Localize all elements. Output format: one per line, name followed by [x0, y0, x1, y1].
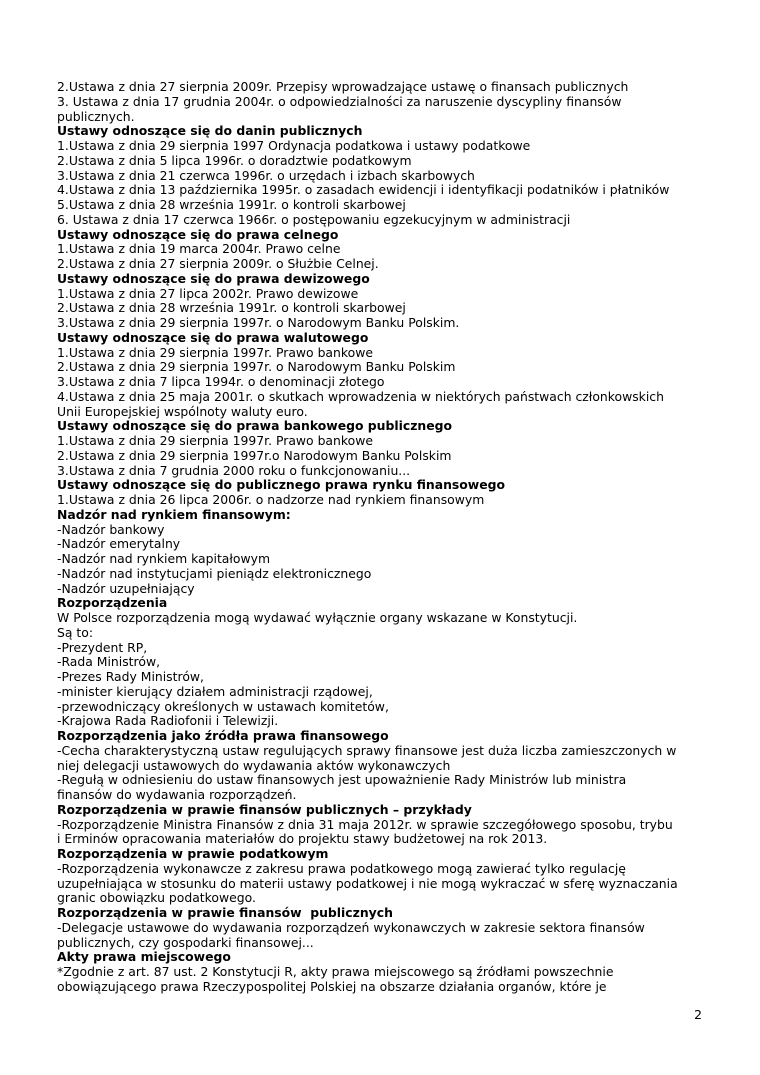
heading-line: Ustawy odnoszące się do prawa dewizowego — [57, 270, 370, 286]
text-line: 4.Ustawa z dnia 25 maja 2001r. o skutkach wprowadzenia w niektórych państwach członkowskich — [57, 388, 664, 404]
text-line: 2.Ustawa z dnia 5 lipca 1996r. o doradztwie podatkowym — [57, 152, 412, 168]
heading-line: Ustawy odnoszące się do prawa celnego — [57, 226, 339, 242]
text-line: 2.Ustawa z dnia 27 sierpnia 2009r. Przepisy wprowadzające ustawę o finansach publicznych — [57, 79, 629, 94]
heading-line: Ustawy odnoszące się do publicznego prawa rynku finansowego — [57, 477, 506, 493]
page-number: 2 — [694, 1007, 702, 1022]
text-line: 3.Ustawa z dnia 29 sierpnia 1997r. o Narodowym Banku Polskim. — [57, 315, 460, 330]
heading-line: Ustawy odnoszące się do prawa walutowego — [57, 329, 369, 345]
text-line: finansów do wydawania rozporządzeń. — [57, 787, 297, 802]
text-line: W Polsce rozporządzenia mogą wydawać wyłącznie organy wskazane w Konstytucji. — [57, 610, 578, 625]
heading-line: Ustawy odnoszące się do prawa bankowego publicznego — [57, 418, 453, 434]
text-line: -Delegacje ustawowe do wydawania rozporządzeń wykonawczych w zakresie sektora finansów — [57, 919, 645, 935]
text-line: -Prezes Rady Ministrów, — [57, 669, 204, 684]
text-line: 2.Ustawa z dnia 29 sierpnia 1997r. o Narodowym Banku Polskim — [57, 359, 456, 375]
text-line: *Zgodnie z art. 87 ust. 2 Konstytucji R, akty prawa miejscowego są źródłami powszechnie — [57, 964, 614, 979]
text-line: -Rozporządzenia wykonawcze z zakresu prawa podatkowego mogą zawierać tylko regulację — [57, 860, 626, 876]
text-line: -Nadzór uzupełniający — [57, 580, 195, 596]
text-line: -Prezydent RP, — [57, 639, 148, 655]
heading-line: Rozporządzenia w prawie podatkowym — [57, 846, 329, 861]
heading-line: Rozporządzenia w prawie finansów publicznych — [57, 905, 393, 920]
text-line: 2.Ustawa z dnia 28 września 1991r. o kontroli skarbowej — [57, 300, 406, 316]
heading-line: Nadzór nad rynkiem finansowym: — [57, 506, 291, 522]
text-line: i Erminów opracowania materiałów do projektu stawy budżetowej na rok 2013. — [57, 831, 548, 847]
heading-line: Rozporządzenia — [57, 595, 168, 611]
text-line: -minister kierujący działem administracji rządowej, — [57, 683, 373, 699]
text-line: -Krajowa Rada Radiofonii i Telewizji. — [57, 713, 279, 729]
heading-line: Rozporządzenia jako źródła prawa finansowego — [57, 728, 389, 743]
text-line: -przewodniczący określonych w ustawach komitetów, — [57, 698, 389, 714]
text-line: -Cecha charakterystyczną ustaw regulujących sprawy finansowe jest duża liczba zamieszczonych w — [57, 742, 677, 758]
text-line: 1.Ustawa z dnia 29 sierpnia 1997 Ordynacja podatkowa i ustawy podatkowe — [57, 138, 531, 153]
text-line: 2.Ustawa z dnia 27 sierpnia 2009r. o Służbie Celnej. — [57, 256, 379, 271]
text-line: 4.Ustawa z dnia 13 października 1995r. o zasadach ewidencji i identyfikacji podatników i płatników — [57, 182, 670, 198]
text-line: 3.Ustawa z dnia 21 czerwca 1996r. o urzędach i izbach skarbowych — [57, 167, 475, 183]
text-line: 5.Ustawa z dnia 28 września 1991r. o kontroli skarbowej — [57, 197, 406, 212]
text-line: 3.Ustawa z dnia 7 lipca 1994r. o denominacji złotego — [57, 374, 385, 389]
text-line: 1.Ustawa z dnia 26 lipca 2006r. o nadzorze nad rynkiem finansowym — [57, 492, 485, 507]
text-line: -Rozporządzenie Ministra Finansów z dnia 31 maja 2012r. w sprawie szczegółowego sposobu, trybu — [57, 816, 673, 832]
text-line: obowiązującego prawa Rzeczypospolitej Polskiej na obszarze działania organów, które je — [57, 978, 607, 994]
text-line: niej delegacji ustawowych do wydawania aktów wykonawczych — [57, 757, 451, 773]
document-text-block — [57, 80, 707, 995]
text-line: 2.Ustawa z dnia 29 sierpnia 1997r.o Narodowym Banku Polskim — [57, 447, 452, 463]
text-line: 3.Ustawa z dnia 7 grudnia 2000 roku o funkcjonowaniu... — [57, 462, 411, 478]
text-line: publicznych. — [57, 108, 135, 124]
heading-line: Rozporządzenia w prawie finansów publicznych – przykłady — [57, 801, 472, 817]
text-line: -Nadzór emerytalny — [57, 536, 181, 552]
text-line: uzupełniająca w stosunku do materii ustawy podatkowej i nie mogą wykraczać w sferę wyznaczania — [57, 875, 678, 891]
text-line: 1.Ustawa z dnia 29 sierpnia 1997r. Prawo bankowe — [57, 344, 373, 360]
text-line: -Nadzór nad rynkiem kapitałowym — [57, 551, 271, 566]
text-line: Są to: — [57, 624, 94, 640]
text-line: -Nadzór nad instytucjami pieniądz elektronicznego — [57, 565, 372, 581]
text-line: -Nadzór bankowy — [57, 521, 165, 537]
text-line: -Regułą w odniesieniu do ustaw finansowych jest upoważnienie Rady Ministrów lub ministra — [57, 772, 627, 788]
text-line: 1.Ustawa z dnia 19 marca 2004r. Prawo celne — [57, 241, 341, 257]
text-line: 3. Ustawa z dnia 17 grudnia 2004r. o odpowiedzialności za naruszenie dyscypliny finansów — [57, 93, 622, 109]
heading-line: Ustawy odnoszące się do danin publicznych — [57, 123, 363, 139]
text-line: granic obowiązku podatkowego. — [57, 890, 256, 906]
heading-line: Akty prawa miejscowego — [57, 949, 231, 965]
text-line: 1.Ustawa z dnia 29 sierpnia 1997r. Prawo bankowe — [57, 433, 373, 448]
text-line: publicznych, czy gospodarki finansowej... — [57, 934, 314, 950]
text-line: 1.Ustawa z dnia 27 lipca 2002r. Prawo dewizowe — [57, 285, 359, 301]
text-line: Unii Europejskiej wspólnoty waluty euro. — [57, 403, 308, 419]
text-line: 6. Ustawa z dnia 17 czerwca 1966r. o postępowaniu egzekucyjnym w administracji — [57, 211, 571, 227]
text-line: -Rada Ministrów, — [57, 654, 161, 670]
